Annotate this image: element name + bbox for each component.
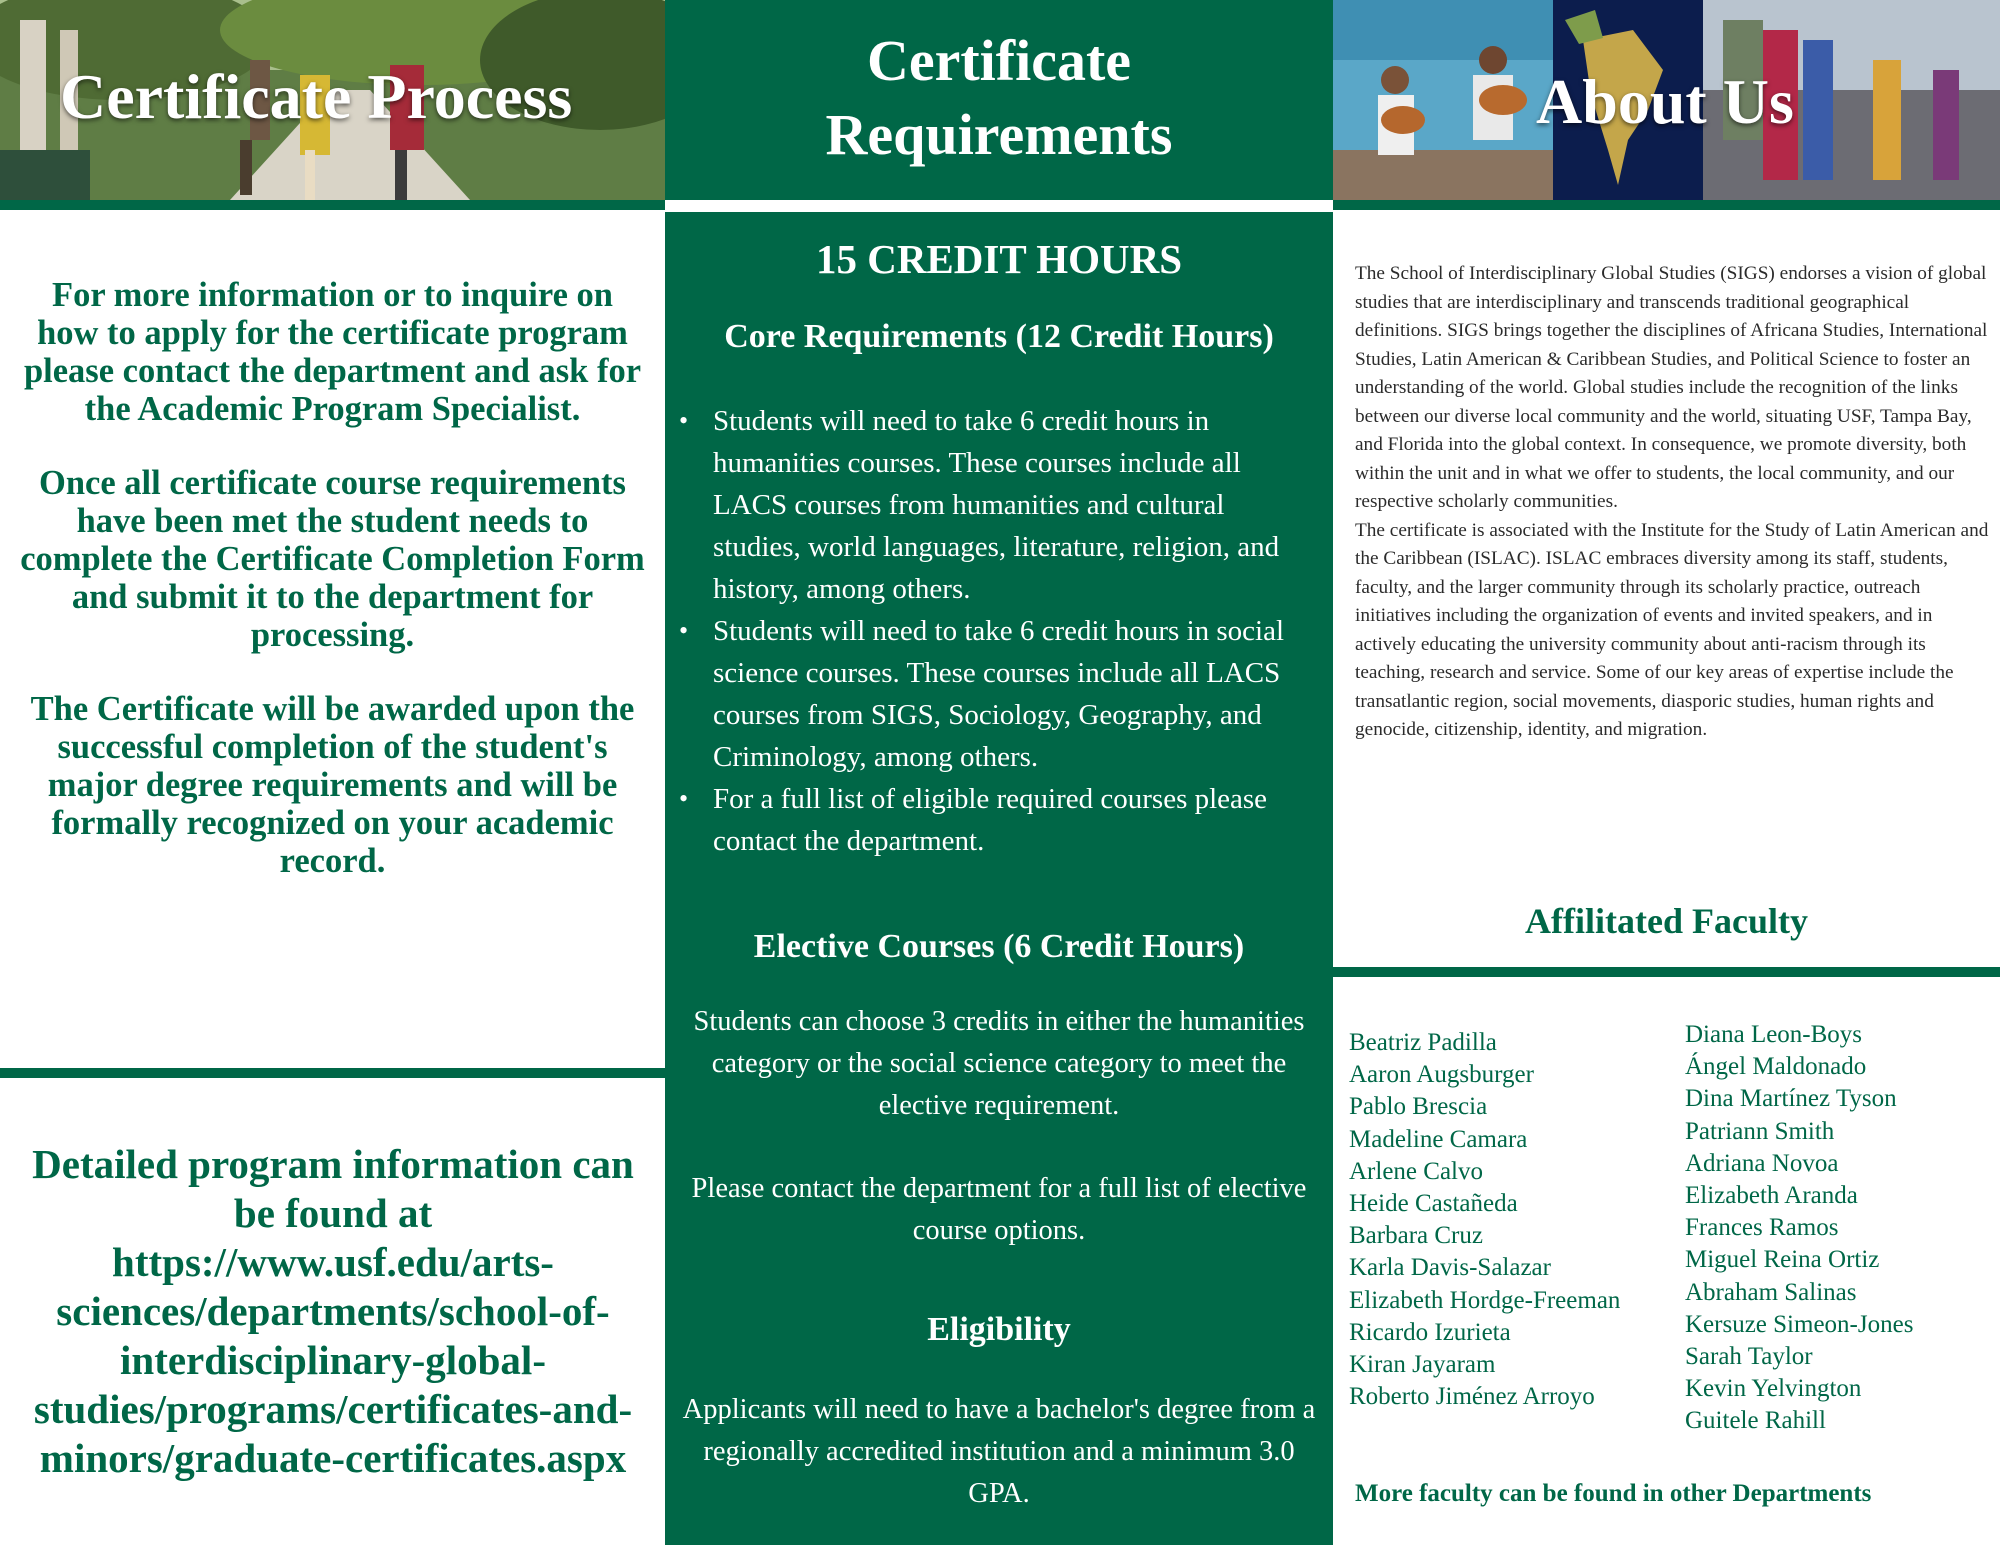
process-text [20,276,645,916]
about-paragraph-sigs: The School of Interdisciplinary Global Studies (SIGS) endorses a vision of global studies that are interdisciplinary and transcends traditional geographical definitions. SIGS brings together the disciplines of Africana Studies, International Studies, Latin American & Caribbean Studies, and Political Science to foster an understanding of the world. Global studies include the recognition of the links between our diverse local community and the world, situating USF, Tampa Bay, and Florida into the global context. In consequence, we promote diversity, both within the unit and in what we offer to students, the local community, and our respective scholarly communities. [1355,263,1988,512]
faculty-name: Miguel Reina Ortiz [1685,1246,1880,1274]
faculty-name: Sarah Taylor [1685,1343,1813,1371]
faculty-name: Barbara Cruz [1349,1222,1483,1250]
eligibility-heading: Eligibility [927,1311,1071,1348]
elective-text: Students can choose 3 credits in either the humanities category or the social science category to meet the elective requirement. [693,1006,1305,1121]
faculty-name: Arlene Calvo [1349,1157,1483,1185]
link-line: sciences/departments/school-of- [56,1288,610,1334]
banner-title: About Us [1536,66,1794,137]
divider-bar [1333,967,2000,977]
faculty-name: Adriana Novoa [1685,1149,1839,1177]
faculty-name: Elizabeth Hordge-Freeman [1349,1286,1621,1314]
faculty-name: Ángel Maldonado [1685,1053,1867,1081]
faculty-name: Kersuze Simeon-Jones [1685,1310,1914,1338]
faculty-name: Karla Davis-Salazar [1349,1254,1551,1282]
faculty-name: Kevin Yelvington [1685,1375,1862,1403]
core-requirements-list [713,400,1313,862]
faculty-name: Aaron Augsburger [1349,1061,1534,1089]
award-paragraph: The Certificate will be awarded upon the successful completion of the student's major degree requirements and will be formally recognized on your academic record. [30,690,635,880]
faculty-name: Kiran Jayaram [1349,1351,1496,1379]
title-line: Requirements [825,102,1173,167]
core-requirements-heading: Core Requirements (12 Credit Hours) [724,318,1274,355]
faculty-list-left [1349,1027,1620,1413]
divider-gap [665,200,1333,212]
faculty-name: Diana Leon-Boys [1685,1021,1863,1048]
link-line: studies/programs/certificates-and- [33,1386,633,1432]
title-line: Certificate [866,28,1132,93]
elective-heading: Elective Courses (6 Credit Hours) [753,928,1245,965]
faculty-name: Ricardo Izurieta [1349,1318,1511,1346]
faculty-name: Guitele Rahill [1685,1407,1826,1435]
link-line: minors/graduate-certificates.aspx [39,1435,627,1481]
faculty-list-right [1685,1019,1913,1438]
divider-bar [0,1068,665,1078]
eligibility-text: Applicants will need to have a bachelor's degree from a regionally accredited institution and a minimum 3.0 GPA. [682,1394,1316,1509]
faculty-name: Madeline Camara [1349,1125,1528,1153]
divider-bar [1333,200,2000,210]
faculty-name: Frances Ramos [1685,1214,1839,1242]
faculty-name: Beatriz Padilla [1349,1029,1497,1056]
certificate-process-panel [0,0,665,1545]
certificate-requirements-panel [665,0,1333,1545]
list-item: • Students will need to take 6 credit hours in humanities courses. These courses include all LACS courses from humanities and cultural studies, world languages, literature, religion, and history, among others. [713,400,1313,610]
faculty-name: Heide Castañeda [1349,1190,1518,1218]
list-item: • Students will need to take 6 credit hours in social science courses. These courses include all LACS courses from SIGS, Sociology, Geography, and Criminology, among others. [713,610,1313,778]
culture-photo-banner [1333,0,2000,200]
about-paragraph-islac: The certificate is associated with the Institute for the Study of Latin American and the Caribbean (ISLAC). ISLAC embraces diversity among its staff, students, faculty, and the larger community through its scholarly practice, outreach initiatives including the organization of events and invited speakers, and in actively educating the university community about anti-racism through its teaching, research and service. Some of our key areas of expertise include the transatlantic region, social movements, diasporic studies, human rights and genocide, citizenship, identity, and migration. [1355,519,1989,740]
faculty-heading: Affilitated Faculty [1525,901,1808,941]
link-line: Detailed program information can [32,1141,634,1187]
page-title [665,24,1333,172]
list-item: • For a full list of eligible required courses please contact the department. [713,778,1313,862]
completion-paragraph: Once all certificate course requirements have been met the student needs to complete the Certificate Completion Form and submit it to the department for processing. [20,464,645,654]
link-line: https://www.usf.edu/arts- [112,1239,554,1285]
faculty-name: Roberto Jiménez Arroyo [1349,1383,1595,1411]
elective-contact-text: Please contact the department for a full list of elective course options. [691,1173,1307,1246]
campus-photo-banner [0,0,665,200]
faculty-name: Dina Martínez Tyson [1685,1085,1897,1113]
about-text [1355,260,1990,745]
banner-title: Certificate Process [60,61,573,132]
faculty-name: Elizabeth Aranda [1685,1182,1858,1210]
more-faculty-note: More faculty can be found in other Departments [1355,1480,1872,1507]
faculty-name: Pablo Brescia [1349,1093,1488,1121]
contact-paragraph: For more information or to inquire on how to apply for the certificate program please contact the department and ask for the Academic Program Specialist. [23,276,642,428]
divider-bar [0,200,665,210]
link-line: be found at [233,1190,433,1236]
program-info-link[interactable] [18,1140,648,1483]
faculty-name: Patriann Smith [1685,1117,1835,1145]
link-line: interdisciplinary-global- [120,1337,546,1383]
credit-hours-heading: 15 CREDIT HOURS [815,236,1183,282]
faculty-name: Abraham Salinas [1685,1278,1857,1306]
about-us-panel [1333,0,2000,1545]
